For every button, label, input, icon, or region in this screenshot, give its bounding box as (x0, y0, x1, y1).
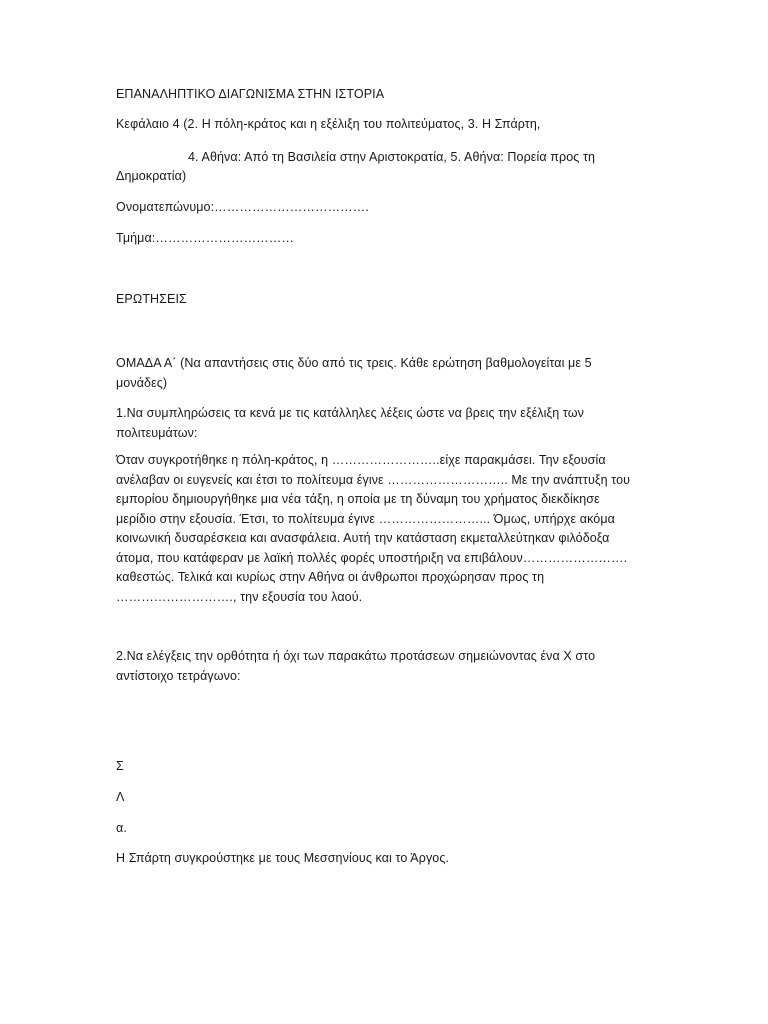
exam-title: ΕΠΑΝΑΛΗΠΤΙΚΟ ΔΙΑΓΩΝΙΣΜΑ ΣΤΗΝ ΙΣΤΟΡΙΑ (116, 87, 385, 101)
fill-line-3: εμπορίου δημιουργήθηκε μια νέα τάξη, η οποία με τη δύναμη του χρήματος διεκδίκησε (116, 492, 600, 506)
fill-line-8: ………………………., την εξουσία του λαού. (116, 589, 363, 604)
question-2 (116, 646, 656, 686)
chapter-line-2: 4. Αθήνα: Από τη Βασιλεία στην Αριστοκρατία, 5. Αθήνα: Πορεία προς τη (188, 150, 596, 164)
group-a-line-2: μονάδες) (116, 376, 168, 390)
name-field: Ονοματεπώνυμο:………………………………. (116, 200, 369, 214)
question-1-line-2: πολιτευμάτων: (116, 426, 198, 440)
fill-line-6: άτομα, που κατάφεραν με λαϊκή πολλές φορές υποστήριξη να επιβάλουν……………………. (116, 550, 628, 565)
question-1-line-1: 1.Να συμπληρώσεις τα κενά με τις κατάλληλες λέξεις ώστε να βρεις την εξέλιξη των (116, 406, 584, 420)
questions-heading: ΕΡΩΤΗΣΕΙΣ (116, 292, 187, 306)
department-field: Τμήμα:…………………………… (116, 231, 294, 245)
fill-line-2: ανέλαβαν οι ευγενείς και έτσι το πολίτευμα έγινε ……………………….. Με την ανάπτυξη του (116, 472, 631, 487)
chapter-line: Κεφάλαιο 4 (2. Η πόλη-κράτος και η εξέλιξη του πολιτεύματος, 3. Η Σπάρτη, (116, 117, 541, 131)
column-true-label: Σ (116, 759, 124, 773)
fill-line-1: Όταν συγκροτήθηκε η πόλη-κράτος, η ……………………..είχε παρακμάσει. Την εξουσία (116, 453, 606, 467)
question-1 (116, 403, 656, 443)
fill-line-7: καθεστώς. Τελικά και κυρίως στην Αθήνα οι άνθρωποι προχώρησαν προς τη (116, 570, 545, 584)
fill-in-text (116, 451, 656, 607)
item-a-label: α. (116, 821, 127, 835)
group-a-line-1: ΟΜΑΔΑ Α΄ (Να απαντήσεις στις δύο από τις τρεις. Κάθε ερώτηση βαθμολογείται με 5 (116, 356, 592, 370)
column-false-label: Λ (116, 790, 125, 804)
chapter-line-3: Δημοκρατία) (116, 169, 187, 183)
question-2-line-2: αντίστοιχο τετράγωνο: (116, 669, 241, 683)
fill-line-4: μερίδιο στην εξουσία. Έτσι, το πολίτευμα έγινε ……………………... Όμως, υπήρχε ακόμα (116, 511, 615, 526)
group-a-instructions (116, 353, 656, 393)
fill-line-5: κοινωνική δυσαρέσκεια και ανασφάλεια. Αυτή την κατάσταση εκμεταλλεύτηκαν φιλόδοξα (116, 531, 610, 545)
question-2-line-1: 2.Να ελέγξεις την ορθότητα ή όχι των παρακάτω προτάσεων σημειώνοντας ένα Χ στο (116, 649, 596, 663)
statement-a: Η Σπάρτη συγκρούστηκε με τους Μεσσηνίους και το Άργος. (116, 851, 450, 865)
